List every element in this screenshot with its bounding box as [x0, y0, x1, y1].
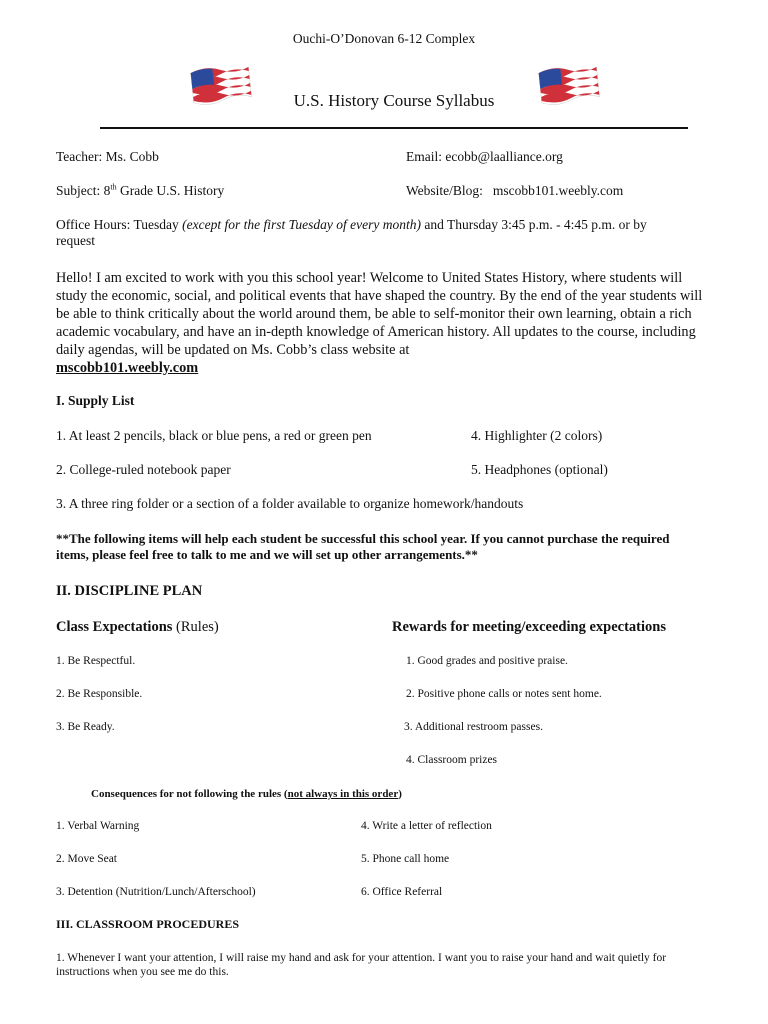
- consequences-heading: Consequences for not following the rules (not always in this order): [91, 788, 402, 800]
- supply-item: 2. College-ruled notebook paper: [56, 462, 231, 477]
- supply-item: 5. Headphones (optional): [471, 462, 608, 477]
- office-hours: Office Hours: Tuesday (except for the first Tuesday of every month) and Thursday 3:45 p.m. - 4:45 p.m. or by: [56, 217, 647, 232]
- supply-item: 3. A three ring folder or a section of a folder available to organize homework/handouts: [56, 496, 524, 511]
- subject: Subject: 8th Grade U.S. History: [56, 182, 225, 198]
- discipline-heading: II. DISCIPLINE PLAN: [56, 583, 203, 599]
- consequence-item: 5. Phone call home: [361, 853, 450, 865]
- reward-item: 3. Additional restroom passes.: [404, 721, 543, 733]
- teacher-name: Teacher: Ms. Cobb: [56, 149, 159, 164]
- reward-item: 4. Classroom prizes: [406, 754, 498, 766]
- consequence-item: 3. Detention (Nutrition/Lunch/Afterschool): [56, 886, 256, 898]
- website: Website/Blog: mscobb101.weebly.com: [406, 183, 624, 198]
- supply-item: 1. At least 2 pencils, black or blue pens, a red or green pen: [56, 428, 372, 443]
- rule-item: 2. Be Responsible.: [56, 688, 143, 700]
- consequence-item: 2. Move Seat: [56, 853, 118, 865]
- title-divider: [100, 127, 688, 129]
- reward-item: 2. Positive phone calls or notes sent home.: [406, 688, 602, 700]
- office-hours-line2: request: [56, 233, 95, 248]
- procedure-item: 1. Whenever I want your attention, I will raise my hand and ask for your attention. I want you to raise your hand and wait quietly for instructions when you see me do this.: [56, 952, 667, 978]
- rule-item: 3. Be Ready.: [56, 721, 115, 733]
- consequence-item: 1. Verbal Warning: [56, 820, 140, 832]
- rewards-heading: Rewards for meeting/exceeding expectations: [392, 619, 666, 635]
- teacher-email: Email: ecobb@laalliance.org: [406, 149, 563, 164]
- rule-item: 1. Be Respectful.: [56, 655, 136, 667]
- procedures-heading: III. CLASSROOM PROCEDURES: [56, 917, 240, 931]
- consequence-item: 6. Office Referral: [361, 886, 443, 898]
- reward-item: 1. Good grades and positive praise.: [406, 655, 568, 667]
- class-website-link[interactable]: mscobb101.weebly.com: [56, 360, 199, 376]
- consequence-item: 4. Write a letter of reflection: [361, 820, 492, 832]
- page-title: U.S. History Course Syllabus: [293, 91, 495, 110]
- intro-paragraph: Hello! I am excited to work with you this school year! Welcome to United States History, where students will study the economic, social, and political events that have shaped the country. By the end of the year students will be able to think critically about the world around them, be able to self-monitor their own learning, obtain a rich academic vocabulary, and have an in-depth knowledge of American history. All updates to the course, including daily agendas, will be updated on Ms. Cobb’s class website at mscobb101.weebly.com: [56, 270, 703, 376]
- expectations-heading: Class Expectations (Rules): [56, 619, 219, 635]
- supply-item: 4. Highlighter (2 colors): [471, 428, 603, 443]
- website-link[interactable]: mscobb101.weebly.com: [492, 183, 624, 198]
- school-name: Ouchi-O’Donovan 6-12 Complex: [292, 31, 476, 46]
- supply-heading: I. Supply List: [56, 393, 135, 408]
- supply-note: **The following items will help each student be successful this school year. If you cannot purchase the required items, please feel free to talk to me and we will set up other arrangements.**: [56, 531, 670, 562]
